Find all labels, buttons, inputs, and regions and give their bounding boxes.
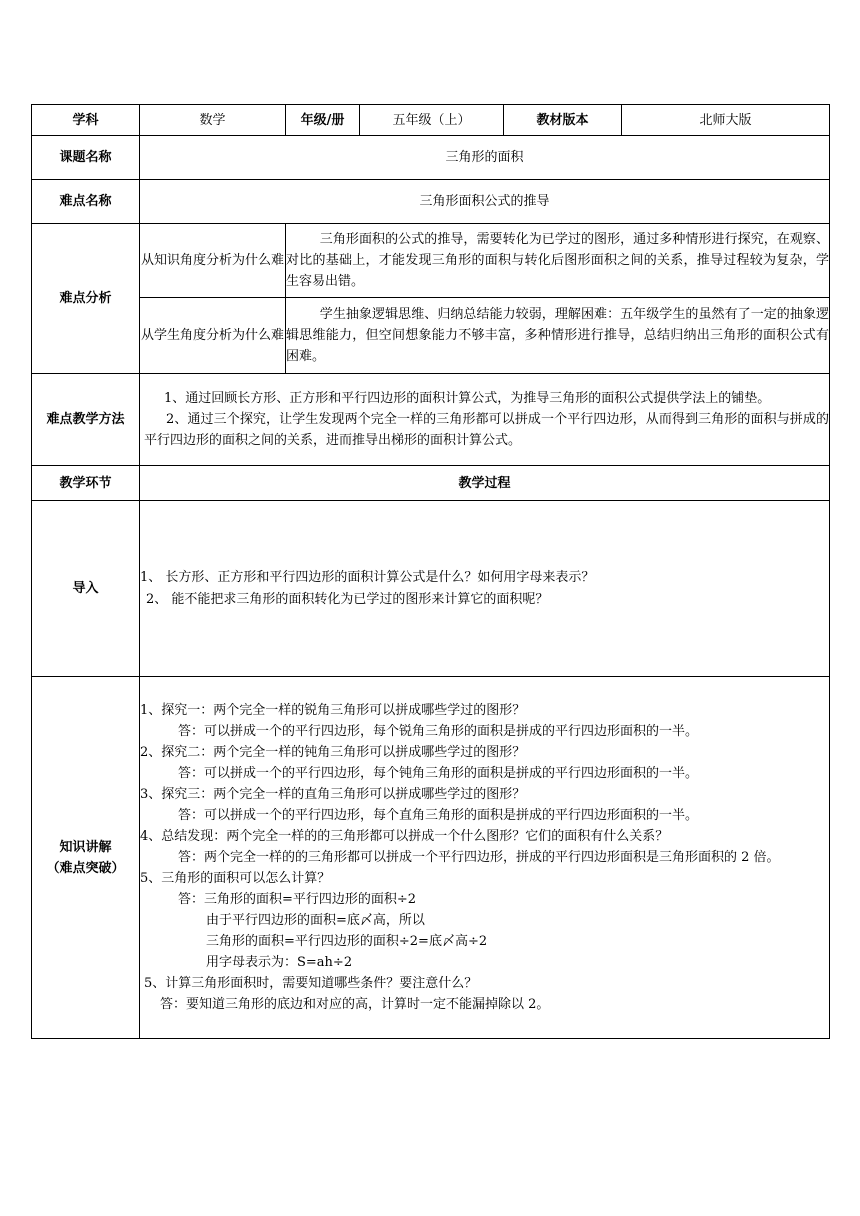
knowledge-label-cell <box>32 677 140 1039</box>
knowledge-line: 5、三角形的面积可以怎么计算？ <box>140 871 331 886</box>
knowledge-label: 知识讲解 <box>59 839 112 855</box>
knowledge-line: 4、总结发现：两个完全一样的的三角形都可以拼成一个什么图形？它们的面积有什么关系？ <box>140 829 669 844</box>
method-line-1: 1、通过回顾长方形、正方形和平行四边形的面积计算公式，为推导三角形的面积公式提供学法上的铺垫。 <box>164 391 771 406</box>
header-row <box>32 105 830 136</box>
knowledge-line: 答：三角形的面积=平行四边形的面积÷2 <box>178 892 417 907</box>
knowledge-line: 答：可以拼成一个的平行四边形，每个直角三角形的面积是拼成的平行四边形面积的一半。 <box>178 808 699 823</box>
difficulty-row <box>32 180 830 224</box>
topic-label: 课题名称 <box>32 136 140 180</box>
lesson-plan-table <box>31 104 830 1039</box>
method-label: 难点教学方法 <box>32 374 140 466</box>
knowledge-line: 由于平行四边形的面积=底〆高，所以 <box>206 913 425 928</box>
intro-label: 导入 <box>32 501 140 677</box>
knowledge-row <box>32 677 830 1039</box>
intro-question-2: 2、 能不能把求三角形的面积转化为已学过的图形来计算它的面积呢？ <box>146 591 549 607</box>
knowledge-angle-text <box>286 224 830 298</box>
process-row <box>32 466 830 501</box>
knowledge-line: 2、探究二：两个完全一样的钝角三角形可以拼成哪些学过的图形？ <box>140 745 526 760</box>
topic-value: 三角形的面积 <box>140 136 830 180</box>
analysis-row-knowledge <box>32 224 830 298</box>
method-line-2: 2、通过三个探究，让学生发现两个完全一样的三角形都可以拼成一个平行四边形，从而得到三角形的面积与拼成的平行四边形的面积之间的关系，进而推导出梯形的面积计算公式。 <box>144 412 829 448</box>
intro-row <box>32 501 830 677</box>
student-angle-text <box>286 298 830 374</box>
topic-row <box>32 136 830 180</box>
intro-content <box>140 501 830 677</box>
analysis-label: 难点分析 <box>32 224 140 374</box>
analysis-row-student <box>32 298 830 374</box>
knowledge-line: 答：可以拼成一个的平行四边形，每个锐角三角形的面积是拼成的平行四边形面积的一半。 <box>178 724 699 739</box>
knowledge-line: 答：两个完全一样的的三角形都可以拼成一个平行四边形，拼成的平行四边形面积是三角形面积的 2 倍。 <box>178 850 780 865</box>
difficulty-value: 三角形面积公式的推导 <box>140 180 830 224</box>
knowledge-angle-paragraph: 三角形面积的公式的推导，需要转化为已学过的图形，通过多种情形进行探究，在观察、对比的基础上，才能发现三角形的面积与转化后图形面积之间的关系，推导过程较为复杂，学生容易出错。 <box>286 232 829 289</box>
method-row <box>32 374 830 466</box>
student-angle-paragraph: 学生抽象逻辑思维、归纳总结能力较弱，理解困难：五年级学生的虽然有了一定的抽象逻辑思维能力，但空间想象能力不够丰富，多种情形进行推导，总结归纳出三角形的面积公式有困难。 <box>286 307 829 364</box>
edition-label: 教材版本 <box>504 105 622 136</box>
grade-label: 年级/册 <box>286 105 360 136</box>
knowledge-angle-label: 从知识角度分析为什么难 <box>140 224 286 298</box>
edition-value: 北师大版 <box>622 105 830 136</box>
process-label: 教学环节 <box>32 466 140 501</box>
knowledge-line: 答：可以拼成一个的平行四边形，每个钝角三角形的面积是拼成的平行四边形面积的一半。 <box>178 766 699 781</box>
grade-value: 五年级（上） <box>360 105 504 136</box>
process-value: 教学过程 <box>140 466 830 501</box>
student-angle-label: 从学生角度分析为什么难 <box>140 298 286 374</box>
knowledge-line: 答：要知道三角形的底边和对应的高，计算时一定不能漏掉除以 2。 <box>160 997 550 1012</box>
subject-label: 学科 <box>32 105 140 136</box>
knowledge-label-sub: （难点突破） <box>46 860 125 876</box>
subject-value: 数学 <box>140 105 286 136</box>
method-content <box>140 374 830 466</box>
knowledge-line: 用字母表示为：S=ah÷2 <box>206 955 353 970</box>
intro-question-1: 1、 长方形、正方形和平行四边形的面积计算公式是什么？如何用字母来表示？ <box>140 569 595 585</box>
knowledge-line: 5、计算三角形面积时，需要知道哪些条件？要注意什么？ <box>144 976 478 991</box>
knowledge-line: 3、探究三：两个完全一样的直角三角形可以拼成哪些学过的图形？ <box>140 787 526 802</box>
knowledge-content <box>140 677 830 1039</box>
knowledge-line: 三角形的面积=平行四边形的面积÷2=底〆高÷2 <box>206 934 488 949</box>
difficulty-label: 难点名称 <box>32 180 140 224</box>
knowledge-line: 1、探究一：两个完全一样的锐角三角形可以拼成哪些学过的图形？ <box>140 703 526 718</box>
